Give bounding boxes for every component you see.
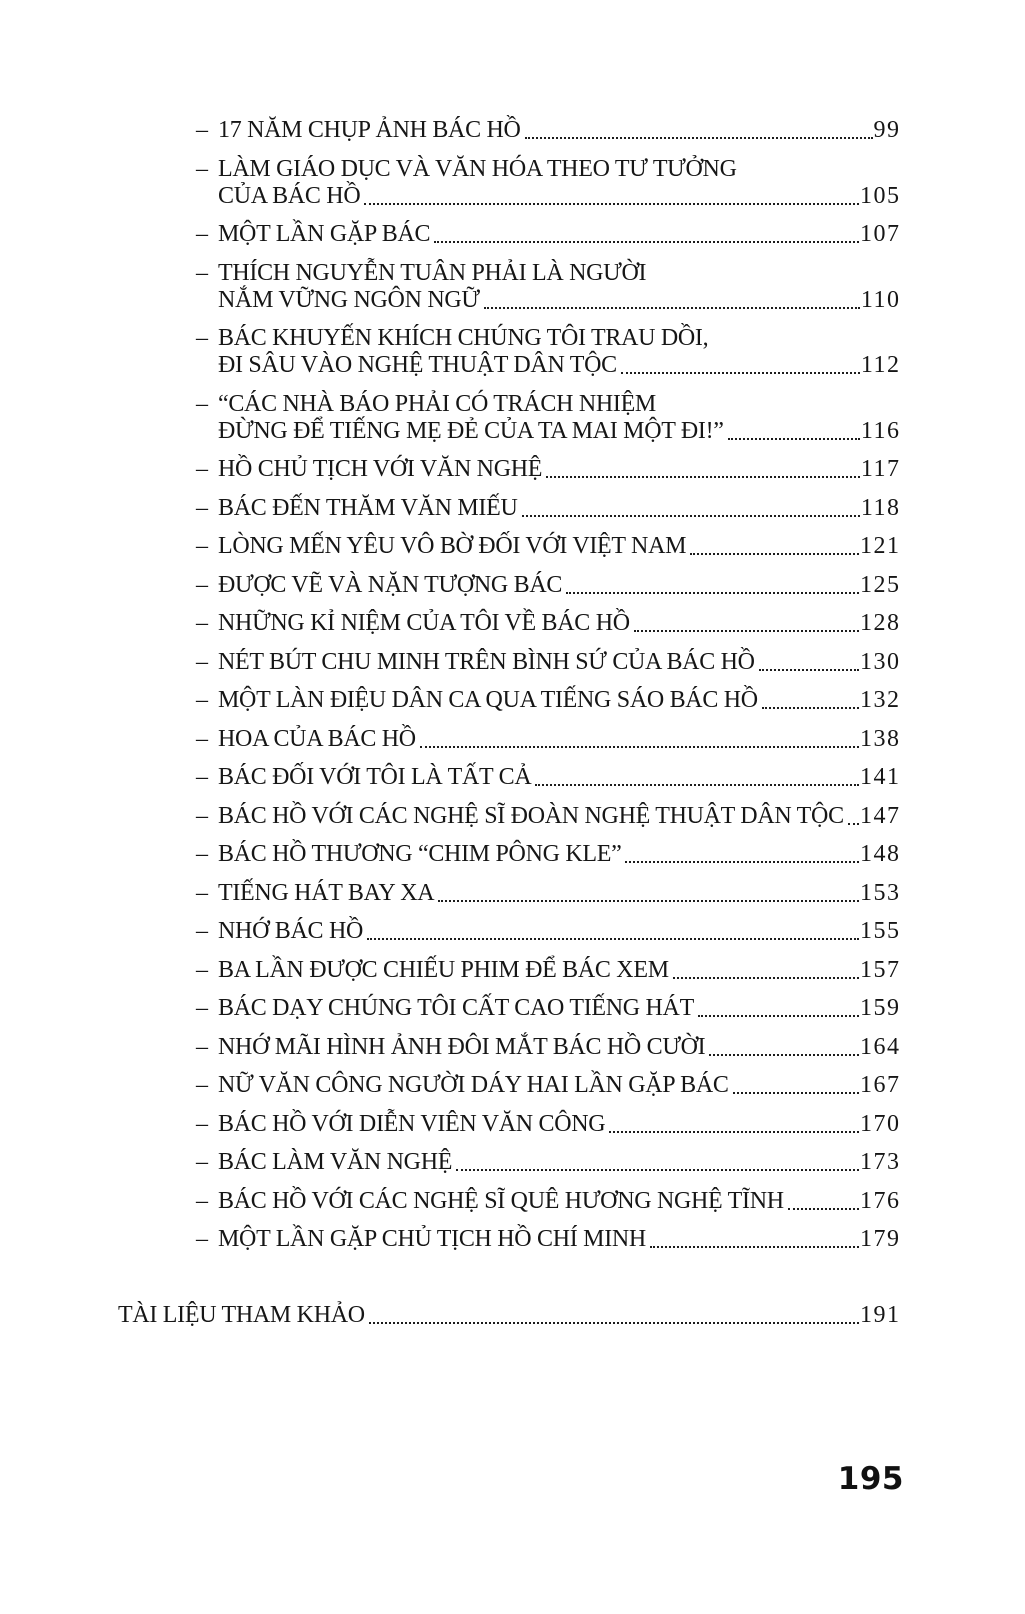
toc-entry-bullet: – (196, 1187, 208, 1214)
toc-entry-bullet: – (196, 571, 208, 598)
toc-entry-body (218, 572, 899, 599)
dotted-leader (733, 1092, 859, 1094)
toc-entry-bullet: – (196, 648, 208, 675)
toc-entry-body (218, 533, 899, 560)
toc-entry-leader-line (218, 610, 899, 637)
toc-entry-body (218, 726, 899, 753)
toc-entry-body (218, 456, 899, 483)
toc-entry-body (218, 995, 899, 1022)
dotted-leader (788, 1208, 859, 1210)
toc-entry-page-number: 141 (860, 764, 901, 790)
page-number: 195 (837, 1461, 904, 1497)
toc-entry-bullet: – (196, 1110, 208, 1137)
toc-entry-leader-line (218, 352, 899, 379)
toc-entry-bullet: – (196, 325, 208, 351)
toc-entry-page-number: 110 (860, 286, 901, 313)
toc-entry-leader-line (218, 918, 899, 945)
dotted-leader (673, 977, 859, 979)
toc-entry-body (218, 957, 899, 984)
toc-entry-page-number: 121 (860, 533, 901, 559)
dotted-leader (434, 241, 859, 243)
toc-entry-leader-line (218, 957, 899, 984)
dotted-leader (367, 938, 859, 940)
toc-entry-title: MỘT LẦN GẶP BÁC (218, 221, 431, 247)
dotted-leader (728, 438, 860, 440)
toc-entry (196, 1188, 899, 1215)
toc-reference-leader-line (118, 1302, 899, 1329)
toc-entry-body (218, 803, 899, 830)
toc-entry-title: BA LẦN ĐƯỢC CHIẾU PHIM ĐỂ BÁC XEM (218, 956, 669, 983)
toc-entry-bullet: – (196, 117, 208, 143)
dotted-leader (698, 1015, 859, 1017)
toc-entry-body (218, 1188, 899, 1215)
toc-entry-title: BÁC HỒ VỚI CÁC NGHỆ SĨ ĐOÀN NGHỆ THUẬT DÂN TỘC (218, 802, 844, 829)
dotted-leader (625, 861, 859, 863)
toc-entry (196, 995, 899, 1022)
toc-entry-page-number: 130 (860, 648, 901, 675)
dotted-leader (759, 669, 859, 671)
toc-entry-bullet: – (196, 494, 208, 521)
toc-entry-leader-line (218, 1188, 899, 1215)
toc-entry (196, 456, 899, 483)
toc-entry-body (218, 495, 899, 522)
toc-entry-bullet: – (196, 155, 208, 182)
toc-entry-bullet: – (196, 764, 208, 790)
toc-entry-body (218, 325, 899, 379)
toc-entry-body (218, 1034, 899, 1061)
toc-entry (196, 156, 899, 210)
toc-entry-leader-line (218, 495, 899, 522)
toc-entry-bullet: – (196, 610, 208, 636)
toc-entry-line: “CÁC NHÀ BÁO PHẢI CÓ TRÁCH NHIỆM (218, 390, 656, 417)
toc-entry (196, 1226, 899, 1253)
toc-reference-title: TÀI LIỆU THAM KHẢO (118, 1302, 365, 1328)
dotted-leader (609, 1131, 859, 1133)
toc-entry-bullet: – (196, 802, 208, 829)
toc-entry (196, 726, 899, 753)
toc-entry-leader-line (218, 456, 899, 483)
toc-entry-bullet: – (196, 725, 208, 752)
toc-entry (196, 918, 899, 945)
toc-entry-bullet: – (196, 879, 208, 906)
toc-entry-body (218, 841, 899, 868)
toc-entry (196, 495, 899, 522)
toc-entry-leader-line (218, 841, 899, 868)
toc-entry-page-number: 138 (860, 725, 901, 752)
toc-entry-bullet: – (196, 687, 208, 713)
toc-entry-page-number: 176 (860, 1187, 901, 1214)
toc-entry-bullet: – (196, 1226, 208, 1252)
toc-reference-page-number: 191 (860, 1302, 901, 1328)
toc-entry-page-number: 99 (873, 117, 901, 143)
toc-entry-page-number: 173 (860, 1149, 901, 1175)
toc-entry-page-number: 128 (860, 610, 901, 636)
toc-entry (196, 391, 899, 445)
toc-entry-page-number: 105 (860, 182, 901, 209)
toc-entry-bullet: – (196, 533, 208, 559)
toc-entry-leader-line (218, 726, 899, 753)
toc-entry-line: LÀM GIÁO DỤC VÀ VĂN HÓA THEO TƯ TƯỞNG (218, 155, 737, 182)
toc-entry-bullet: – (196, 918, 208, 944)
toc-entry-leader-line (218, 649, 899, 676)
toc-entry-page-number: 132 (860, 687, 901, 713)
dotted-leader (621, 372, 860, 374)
toc-entry-leader-line (218, 995, 899, 1022)
toc-entry-body (218, 918, 899, 945)
toc-entry (196, 880, 899, 907)
toc-entry-body (218, 687, 899, 714)
toc-entry-leader-line (218, 1149, 899, 1176)
toc-entry-page-number: 112 (860, 352, 901, 378)
dotted-leader (364, 203, 859, 205)
toc-entry-page-number: 153 (860, 879, 901, 906)
dotted-leader (484, 307, 860, 309)
toc-entry-page-number: 164 (860, 1033, 901, 1060)
toc-entry-body (218, 117, 899, 144)
toc-entry-leader-line (218, 803, 899, 830)
toc-entry-page-number: 125 (860, 571, 901, 598)
toc-entry-body (218, 260, 899, 314)
toc-entry-leader-line (218, 418, 899, 445)
toc-entry-bullet: – (196, 390, 208, 417)
toc-entry-title: NHỚ BÁC HỒ (218, 918, 364, 944)
toc-entry-page-number: 167 (860, 1072, 901, 1098)
toc-entry-title: BÁC LÀM VĂN NGHỆ (218, 1149, 453, 1175)
toc-entry-leader-line (218, 533, 899, 560)
toc-entry (196, 117, 899, 144)
toc-entry (196, 325, 899, 379)
toc-entry-body (218, 156, 899, 210)
toc-entry-bullet: – (196, 1033, 208, 1060)
dotted-leader (762, 707, 859, 709)
toc-entry-title: NHỚ MÃI HÌNH ẢNH ĐÔI MẮT BÁC HỒ CƯỜI (218, 1033, 706, 1060)
dotted-leader (546, 476, 860, 478)
toc-entry (196, 1034, 899, 1061)
toc-entry-page-number: 116 (860, 417, 901, 444)
toc-entry-title: BÁC HỒ THƯƠNG “CHIM PÔNG KLE” (218, 841, 622, 867)
toc-entry-title: HOA CỦA BÁC HỒ (218, 725, 416, 752)
toc-entry-bullet: – (196, 221, 208, 247)
toc-entry-bullet: – (196, 456, 208, 482)
toc-entry-page-number: 155 (860, 918, 901, 944)
toc-entry-leader-line (218, 221, 899, 248)
dotted-leader (525, 137, 873, 139)
toc-entry-bullet: – (196, 259, 208, 286)
dotted-leader (566, 592, 859, 594)
toc-entry-leader-line (218, 1226, 899, 1253)
dotted-leader (634, 630, 859, 632)
toc-entry-body (218, 1111, 899, 1138)
toc-entry-title: LÒNG MẾN YÊU VÔ BỜ ĐỐI VỚI VIỆT NAM (218, 533, 687, 559)
toc-entry (196, 803, 899, 830)
toc-entry-leader-line (218, 880, 899, 907)
toc-entry-body (218, 1226, 899, 1253)
toc-entry (196, 649, 899, 676)
dotted-leader (438, 900, 859, 902)
toc-entry-body (218, 1149, 899, 1176)
toc-entry-bullet: – (196, 1149, 208, 1175)
toc-entry-page-number: 170 (860, 1110, 901, 1137)
toc-entry (196, 764, 899, 791)
toc-entry (196, 572, 899, 599)
toc-entry (196, 1149, 899, 1176)
toc-entry-title: NỮ VĂN CÔNG NGƯỜI DÁY HAI LẦN GẶP BÁC (218, 1072, 729, 1098)
dotted-leader (420, 746, 859, 748)
toc-entry-bullet: – (196, 995, 208, 1021)
toc-entry-bullet: – (196, 1072, 208, 1098)
toc-entry (196, 533, 899, 560)
toc-entry-leader-line (218, 1034, 899, 1061)
toc-entry-leader-line (218, 764, 899, 791)
toc-entry-body (218, 764, 899, 791)
toc-entry-title: BÁC ĐẾN THĂM VĂN MIẾU (218, 494, 518, 521)
toc-entry-page-number: 159 (860, 995, 901, 1021)
toc-entry-line: BÁC KHUYẾN KHÍCH CHÚNG TÔI TRAU DỒI, (218, 325, 709, 351)
toc-entry-bullet: – (196, 956, 208, 983)
toc-entry (196, 841, 899, 868)
toc-entry-body (218, 649, 899, 676)
table-of-contents (118, 117, 901, 1341)
dotted-leader (522, 515, 860, 517)
toc-entry-body (218, 610, 899, 637)
toc-reference-entry (118, 1302, 899, 1329)
toc-entry-bullet: – (196, 841, 208, 867)
toc-entry (196, 1111, 899, 1138)
toc-entry-leader-line (218, 117, 899, 144)
toc-entry-title: MỘT LÀN ĐIỆU DÂN CA QUA TIẾNG SÁO BÁC HỒ (218, 687, 758, 713)
toc-entry-title: CỦA BÁC HỒ (218, 182, 361, 209)
toc-entry-page-number: 118 (860, 494, 901, 521)
toc-entry (196, 610, 899, 637)
toc-entry-leader-line (218, 287, 899, 314)
dotted-leader (848, 823, 859, 825)
toc-entry-title: BÁC HỒ VỚI CÁC NGHỆ SĨ QUÊ HƯƠNG NGHỆ TĨNH (218, 1187, 784, 1214)
toc-entry-title: 17 NĂM CHỤP ẢNH BÁC HỒ (218, 117, 521, 143)
toc-entry-title: HỒ CHỦ TỊCH VỚI VĂN NGHỆ (218, 456, 543, 482)
toc-entry-leader-line (218, 1072, 899, 1099)
toc-entry-page-number: 179 (860, 1226, 901, 1252)
toc-entry-title: ĐI SÂU VÀO NGHỆ THUẬT DÂN TỘC (218, 352, 617, 378)
dotted-leader (456, 1169, 859, 1171)
toc-entry-title: NHỮNG KỈ NIỆM CỦA TÔI VỀ BÁC HỒ (218, 610, 630, 636)
toc-entry (196, 687, 899, 714)
toc-entry-leader-line (218, 1111, 899, 1138)
dotted-leader (709, 1054, 859, 1056)
toc-entry-title: NÉT BÚT CHU MINH TRÊN BÌNH SỨ CỦA BÁC HỒ (218, 648, 755, 675)
toc-entry (196, 1072, 899, 1099)
toc-entry-body (218, 1072, 899, 1099)
toc-list (196, 117, 899, 1253)
dotted-leader (535, 784, 859, 786)
dotted-leader (650, 1246, 859, 1248)
toc-entry-leader-line (218, 183, 899, 210)
toc-entry-title: BÁC DẠY CHÚNG TÔI CẤT CAO TIẾNG HÁT (218, 995, 694, 1021)
toc-entry-title: MỘT LẦN GẶP CHỦ TỊCH HỒ CHÍ MINH (218, 1226, 646, 1252)
dotted-leader (369, 1322, 859, 1324)
toc-entry-page-number: 107 (860, 221, 901, 247)
toc-entry-leader-line (218, 572, 899, 599)
dotted-leader (690, 553, 859, 555)
toc-entry-body (218, 221, 899, 248)
toc-entry (196, 260, 899, 314)
toc-entry-title: BÁC HỒ VỚI DIỄN VIÊN VĂN CÔNG (218, 1110, 606, 1137)
toc-entry-title: ĐỪNG ĐỂ TIẾNG MẸ ĐẺ CỦA TA MAI MỘT ĐI!” (218, 417, 724, 444)
toc-entry (196, 221, 899, 248)
toc-entry-leader-line (218, 687, 899, 714)
toc-entry-title: TIẾNG HÁT BAY XA (218, 879, 435, 906)
toc-entry-title: BÁC ĐỐI VỚI TÔI LÀ TẤT CẢ (218, 764, 532, 790)
toc-entry-title: NẮM VỮNG NGÔN NGỮ (218, 286, 480, 313)
toc-entry (196, 957, 899, 984)
toc-entry-page-number: 117 (860, 456, 901, 482)
toc-entry-page-number: 157 (860, 956, 901, 983)
toc-entry-body (218, 880, 899, 907)
toc-entry-page-number: 147 (860, 802, 901, 829)
toc-entry-page-number: 148 (860, 841, 901, 867)
toc-entry-body (218, 391, 899, 445)
toc-entry-title: ĐƯỢC VẼ VÀ NẶN TƯỢNG BÁC (218, 571, 563, 598)
toc-entry-line: THÍCH NGUYỄN TUÂN PHẢI LÀ NGƯỜI (218, 259, 647, 286)
